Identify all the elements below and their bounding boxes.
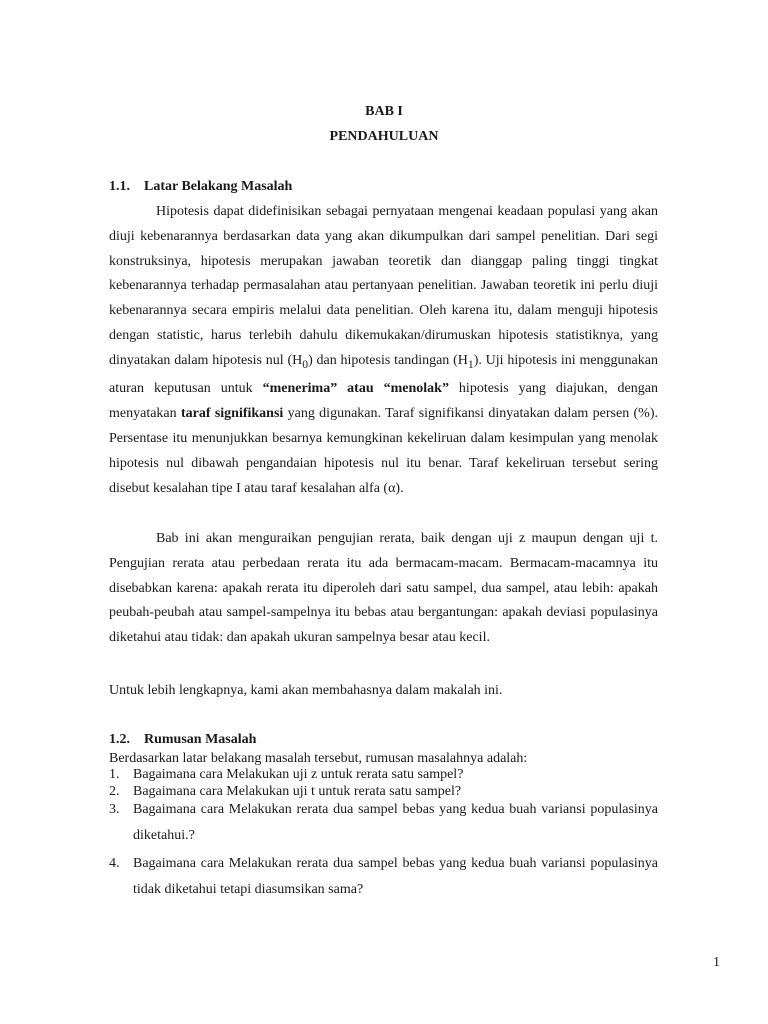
paragraph-closing: Untuk lebih lengkapnya, kami akan membahasnya dalam makalah ini. <box>109 683 503 698</box>
section-title: Latar Belakang Masalah <box>144 179 293 194</box>
section-number: 1.2. <box>109 732 130 747</box>
h1-subscript: 1 <box>467 357 474 371</box>
paragraph-hipotesis <box>109 200 658 501</box>
chapter-label: BAB I <box>365 104 403 119</box>
list-text: Bagaimana cara Melakukan rerata dua sampel bebas yang kedua buah variansi populasinya tidak diketahui tetapi diasumsikan sama? <box>133 856 658 897</box>
paragraph-text: Hipotesis dapat didefinisikan sebagai pernyataan mengenai keadaan populasi yang akan diuji kebenarannya berdasarkan data yang akan dikumpulkan dari sampel penelitian. Dari segi konstruksinya, hipotesis merupakan jawaban teoretik dan dianggap paling tinggi tingkat kebenarannya terhadap permasalahan atau pertanyaan penelitian. Jawaban teoretik ini perlu diuji kebenarannya secara empiris melalui data penelitian. Oleh karena itu, dalam menguji hipotesis dengan statistic, harus terlebih dahulu dikemukakan/dirumuskan hipotesis statistiknya, yang dinyatakan dalam hipotesis nul (H <box>109 204 658 368</box>
bold-phrase-menerima-menolak: “menerima” atau “menolak” <box>262 381 449 397</box>
section-number: 1.1. <box>109 179 130 194</box>
list-item <box>109 851 658 903</box>
section-title: Rumusan Masalah <box>144 732 257 747</box>
list-number: 4. <box>109 856 120 871</box>
paragraph-text: yang digunakan. Taraf signifikansi dinyatakan dalam persen (%). Persentase itu menunjukkan besarnya kemungkinan kekeliruan dalam kesimpulan yang menolak hipotesis nul dibawah pengandaian hipotesis nul itu benar. Taraf kekeliruan tersebut sering disebut kesalahan tipe I atau taraf kesalahan alfa (α). <box>109 406 659 496</box>
section-heading-latar-belakang <box>109 179 292 195</box>
paragraph-text: ). Uji hipotesis ini menggunakan aturan keputusan untuk <box>109 352 658 397</box>
list-item <box>109 797 658 849</box>
rumusan-intro: Berdasarkan latar belakang masalah tersebut, rumusan masalahnya adalah: <box>109 751 528 766</box>
chapter-title: PENDAHULUAN <box>329 129 439 144</box>
bold-phrase-taraf-signifikansi: taraf signifikansi <box>180 406 284 422</box>
paragraph-text: hipotesis yang diajukan, dengan menyatakan <box>109 381 658 422</box>
paragraph-text: ) dan hipotesis tandingan (H <box>308 352 468 368</box>
page-number: 1 <box>713 955 720 970</box>
paragraph-pengujian-rerata <box>109 527 658 651</box>
list-text: Bagaimana cara Melakukan rerata dua sampel bebas yang kedua buah variansi populasinya diketahui.? <box>133 802 658 843</box>
list-number: 1. <box>109 767 120 782</box>
list-item <box>109 766 658 783</box>
list-number: 2. <box>109 784 120 799</box>
h0-subscript: 0 <box>302 357 309 371</box>
paragraph-text: Bab ini akan menguraikan pengujian rerata, baik dengan uji z maupun dengan uji t. Pengujian rerata atau perbedaan rerata itu ada bermacam-macam. Bermacam-macamnya itu disebabkan karena: apakah rerata itu diperoleh dari satu sampel, dua sampel, atau lebih: apakah peubah-peubah atau sampel-sampelnya itu bebas atau bergantungan: apakah deviasi populasinya diketahui atau tidak: dan apakah ukuran sampelnya besar atau kecil. <box>109 531 658 646</box>
list-text: Bagaimana cara Melakukan uji z untuk rerata satu sampel? <box>133 767 464 782</box>
list-number: 3. <box>109 802 120 817</box>
list-text: Bagaimana cara Melakukan uji t untuk rerata satu sampel? <box>133 784 462 799</box>
rumusan-list <box>109 766 658 903</box>
section-heading-rumusan-masalah <box>109 732 256 748</box>
